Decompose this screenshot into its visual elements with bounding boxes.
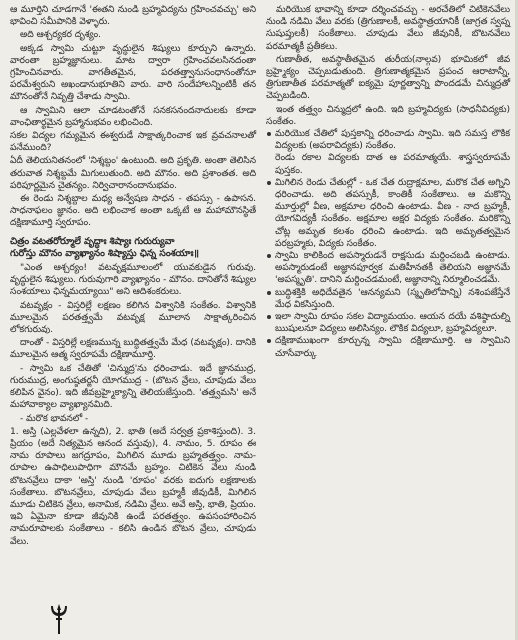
- paragraph: ఏదీ తెలియనితనంలో 'నిశ్శబ్దం' ఉంటుంది. అది ప్రకృతి. అంతా తెలిసిన తరువాత నిశ్శబ్దమే మిగులుతుంది. అది మౌనం. అది ప్రశాంతత. అది పరిపూర్ణమైన చైతన్యం. నిర్విచారానందానుభవం.: [10, 155, 256, 191]
- paragraph: అక్కడ స్వామి చుట్టూ వృద్ధులైన శిష్యులు కూర్చుని ఉన్నారు. వారంతా బ్రహ్మజ్ఞానులు. మాట ద్వారా గ్రహించవలసినదంతా గ్రహించినవారు. వాగతీతమైన, పరతత్త్వానుసంధానంతోనూ పరమేశ్వరుని అఖండానుభూతిని వారు. వారి సందేహాలన్నింటికీ తన మౌనంతోనే నివృత్తి చేశాడు స్వామి.: [10, 42, 256, 103]
- list-item: మరియొక చేతిలో పుస్తకాన్ని ధరించాడు స్వామి. ఇది సమస్త లౌకిక విద్యలకు (అపరావిద్యకు) సంకేతం. రెండు రకాల విద్యలకు దాత ఆ పరమాత్మయే. శాస్త్రస్వరూపమే పుస్తకం.: [266, 128, 510, 177]
- paragraph: గుణాతీత, అవస్థాతీతమైన తురీయ(నాల్గవ) భూమికలో జీవ బ్రహ్మైక్యం చెప్పబడుతుంది. త్రిగుణాత్మకమైన ప్రపంచ ఆరాటాన్నీ, త్రిగుణాతీత పరమాత్మతో ఐక్యమై పూర్ణత్వాన్ని పొందడమే చిన్ముద్రతో చెప్పబడింది.: [266, 53, 510, 102]
- paragraph: ఈ రెండు నిశ్శబ్దాల మధ్య అన్వేషణ సాధన - తపస్సు - ఉపాసన. సాధనాఫలం జ్ఞానం. అది లభించాక అంతా ఒక్కటే ఆ మహామౌనస్థితే దక్షిణామూర్తి స్వరూపం.: [10, 193, 256, 229]
- paragraph: "ఎంత ఆశ్చర్యం! వటవృక్షమూలంలో యువకుడైన గురువు. వృద్ధులైన శిష్యులు. గురువుగారి వ్యాఖ్యానం - మౌనం. దానితోనే శిష్యుల సంశయాలు ఛిన్నమయ్యాయి" అని ఆదిశంకరులు.: [10, 262, 256, 298]
- list-item: ఇలా స్వామి రూపం సకల విద్యామయం. ఆయన దయే వశిష్ఠాదుల్ని ఋషులనూ విద్యలు అలిసిన్యం. లౌకిక విద్యలూ, బ్రహ్మవిద్యలూ.: [266, 311, 510, 335]
- list-item: బుద్ధిశక్తికి అధిదేవతైన 'ఆనన్యమని (స్మృతిలోపాన్ని) నశింపజేస్తేనే మేధ వికసిస్తుంది.: [266, 287, 510, 311]
- right-column: [266, 4, 510, 548]
- paragraph: ఇంత తత్త్వం చిన్ముద్రలో ఉంది. ఇది బ్రహ్మవిద్యకు (సాధనీవిద్యకు) సంకేతం.: [266, 103, 510, 127]
- sloka-heading: చిత్రం వటతరోర్మూలే వృద్ధాః శిష్యాః గురుర్యువా గురోస్తు మౌనం వ్యాఖ్యానం శిష్యాస్తు ఛిన్న సంశయాః॥: [10, 235, 199, 259]
- list-item: మిగిలిన రెండు చేతుల్లో - ఒక చేత రుద్రాక్షమాల, మరొక చేత అగ్నిని ధరించాడు. అది తపస్సుకీ, కాంతికీ సంకేతాలు. ఆ మకొన్ని మూర్తుల్లో వీణ, అక్షమాల ధరించి ఉంటాడు. వీణ - నాద బ్రహ్మకీ, యోగవిద్యకీ సంకేతం. అక్షమాల అక్షర విద్యకు సంకేతం. మరికొన్ని చోట్ల అమృత కలశం ధరించి ఉంటాడు. ఇది అమృతత్వమైన పరబ్రహ్మకు, విద్యకు సంకేతం.: [266, 177, 510, 250]
- numbered-paragraph: 1. అస్తి (ఎల్లవేళలా ఉన్నది), 2. భాతి (అదే సర్వత్ర ప్రకాశిస్తుంది). 3. ప్రియం (అదే నిత్యమైన ఆనంద వస్తువు), 4. నామం, 5. రూపం ఈ నామ రూపాలు జగద్రూపం, మిగిలిన మూడు బ్రహ్మతత్త్వం. నామ-రూపాల ఉపాధిలుపాధిగా మౌనమే బ్రహ్మం. చిటికెన వేలు నుండి బొటనవ్రేలు దాకా 'అస్తి' నుండి 'రూపం' వరకు ఐదుగు లక్షణాలకు సంకేతాలు. బొటనవ్రేలు, చూపుడు వేలు బ్రహ్మకీ జీవుడికీ, మిగిలిన మూడు చిటికెన వ్రేలు, అనామిక, నడిమి వ్రేలు. అవే అస్తి, భాతి, ప్రియం. ఇవి ఏమైనా కూడా జీవునికి ఉండే పరతత్త్వం. ఉపసంహారించిన నామరూపాలకు సంకేతాలు - కలిసి ఉండిన బొటన వ్రేలు, చూపుడు వేలు.: [10, 425, 256, 547]
- two-column-body: [10, 4, 512, 548]
- paragraph: ఆ మూర్తిని చూడగానే 'ఈతని నుండి బ్రహ్మవిద్యను గ్రహించవచ్చు' అని భావించి సమీపానికి వెళ్ళారు.: [10, 4, 256, 28]
- list-item: దక్షిణాముఖంగా కూర్చున్న స్వామి దక్షిణామూర్తి. ఆ స్వామిని చూసేవార్కు: [266, 335, 510, 359]
- list-item: స్వామి కాలికింద అపస్మారుడనే రాక్షసుడు మర్దించబడి ఉంటాడు. అపస్మారుడంటే అజ్ఞానపూర్వక మతిహీనతకీ తెలియని అజ్ఞానమే 'అపస్మృతి'. దానిని మర్దించడమంటే, అజ్ఞానాన్ని నిర్మూలించడమే.: [266, 250, 510, 287]
- paragraph: వటవృక్షం - విస్తరిల్లే లక్షణం కలిగిన విశ్వానికి సంకేతం. విశ్వానికి మూలమైన పరతత్త్వమే వటవృక్ష మూలాన సాక్షాత్కరించిన లోకగురువు.: [10, 299, 256, 336]
- paragraph: - స్వామి ఒక చేతితో 'చిన్ముద్ర'ను ధరించాడు. ఇదే జ్ఞానముద్ర, గురుముద్ర, అంగుష్ఠతర్జనీ యోగముద్ర - (బొటన వ్రేలు, చూపుడు వేలు కలిపిన వైనం). ఇది జీవబ్రహ్మైక్యాన్ని తెలియజేస్తుంది. 'తత్త్వమసి' అనే మహావాక్యాల వ్యాఖ్యానమిది.: [10, 362, 256, 411]
- trident-ornament-icon: [48, 604, 70, 634]
- paragraph: అది ఆశ్చర్యకర దృశ్యం.: [20, 29, 101, 41]
- paragraph: - మరొక భావనలో -: [20, 412, 89, 424]
- paragraph: దాంతో - విస్తరిల్లే లక్షణమున్న బుద్ధితత్త్వమే మేధ (వటవృక్షం). దానికి మూలమైన ఆత్మ స్వరూపమే దక్షిణామూర్తి.: [10, 337, 256, 361]
- left-column: [10, 4, 256, 548]
- paragraph: ఆ స్వామిని ఆలా చూడటంతోనే సనకసనందనాదులకు కూడా వాంఛితార్థమైన బ్రహ్మానుభవం లభించింది.: [10, 104, 256, 128]
- bullet-list: [266, 128, 510, 360]
- paragraph: సకల విద్యల గమ్యమైన ఈశ్వరుడే సాక్షాత్కరించాక ఇక వ్రవచనాలతో పనేముంది?: [10, 130, 256, 154]
- paragraph: మరియొక భావాన్ని కూడా దర్శించవచ్చు - అరచేతిలో చిటికెనవేలు నుండి నడిమి వేలు వరకు (త్రిగుణాలకీ, అవస్థాత్రయానికీ (జాగ్రత స్వప్న సుషుప్తులకీ) సంకేతాలు. చూపుడు వేలు జీవునికీ, బొటనవేలు పరమాత్మకీ ప్రతీకలు.: [266, 4, 510, 52]
